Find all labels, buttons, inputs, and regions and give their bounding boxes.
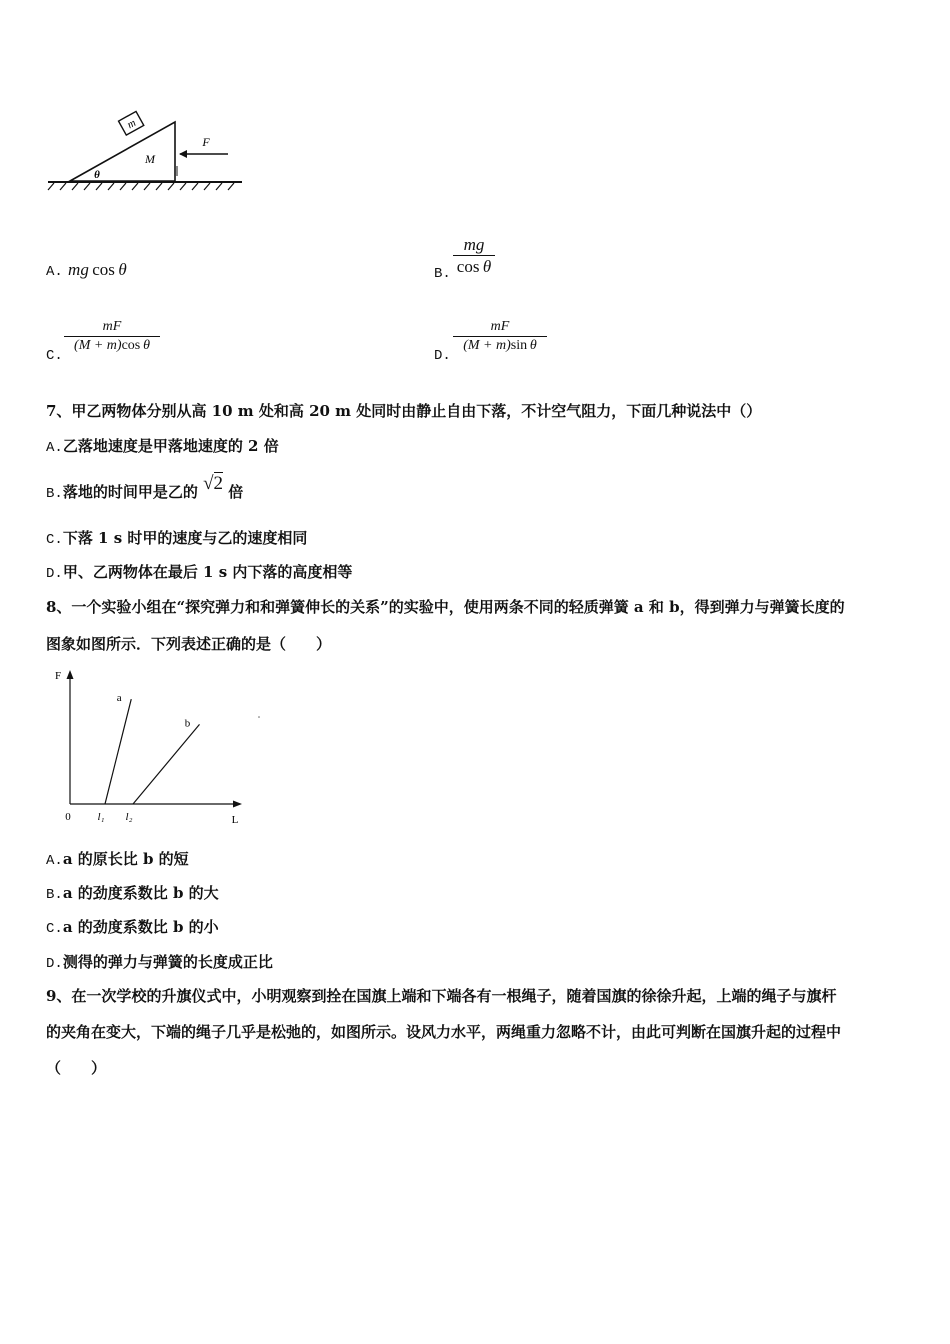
x-axis-arrow <box>233 801 242 808</box>
question-9-stem-2: 的夹角在变大，下端的绳子几乎是松弛的，如图所示。设风力水平，两绳重力忽略不计，由此可判断在国旗升起的过程中 <box>46 1023 842 1041</box>
x-tick-label: l₁ <box>97 811 105 823</box>
frac-numerator: mF <box>490 319 510 334</box>
option-8c: C.a 的劲度系数比 b 的小 <box>46 918 219 937</box>
question-9-stem-3: （ ） <box>46 1059 107 1077</box>
question-7-stem: 7、甲乙两物体分别从高 10 m 处和高 20 m 处同时由静止自由下落，不计空气阻力，下面几种说法中（） <box>46 402 762 420</box>
option-text: 下落 1 s 时甲的速度与乙的速度相同 <box>62 529 308 547</box>
y-axis-label: F <box>54 670 62 682</box>
option-7b: B.落地的时间甲是乙的 √2 倍 <box>46 473 244 502</box>
series-label-a: a <box>116 692 122 705</box>
question-9-stem-1: 9、在一次学校的升旗仪式中，小明观察到拴在国旗上端和下端各有一根绳子，随着国旗的徐徐升起，上端的绳子与旗杆 <box>46 987 837 1005</box>
option-text: 甲、乙两物体在最后 1 s 内下落的高度相等 <box>62 563 353 581</box>
frac-numerator: mF <box>102 319 122 334</box>
incline-figure <box>40 110 250 200</box>
sqrt-2: √2 <box>203 473 223 494</box>
frac-denominator: (M + m)cos θ <box>74 338 150 353</box>
option-6d-fraction <box>453 318 547 355</box>
series-line-a <box>105 699 131 804</box>
option-7d: D.甲、乙两物体在最后 1 s 内下落的高度相等 <box>46 563 353 582</box>
frac-numerator: mg <box>463 235 485 254</box>
x-tick-label: l₂ <box>125 811 133 823</box>
option-6d-label: D. <box>434 348 451 364</box>
question-8-stem-1: 8、一个实验小组在“探究弹力和和弹簧伸长的关系”的实验中，使用两条不同的轻质弹簧 a 和 b，得到弹力与弹簧长度的 <box>46 598 845 616</box>
option-6c-label: C. <box>46 348 63 364</box>
option-text: 测得的弹力与弹簧的长度成正比 <box>62 953 273 971</box>
option-text: a 的原长比 b 的短 <box>62 850 189 868</box>
mass-big-label: M <box>145 152 155 166</box>
force-label: F <box>202 135 210 149</box>
option-7a: A.乙落地速度是甲落地速度的 2 倍 <box>46 437 279 456</box>
option-text-after: 倍 <box>228 483 244 501</box>
option-7c: C.下落 1 s 时甲的速度与乙的速度相同 <box>46 529 308 548</box>
option-text: 落地的时间甲是乙的 <box>62 483 198 501</box>
math-var: mg <box>68 260 89 279</box>
question-8-stem-2: 图象如图所示．下列表述正确的是（ ） <box>46 635 332 653</box>
option-8b: B.a 的劲度系数比 b 的大 <box>46 884 219 903</box>
option-6b-label: B. <box>434 266 451 282</box>
option-8a: A.a 的原长比 b 的短 <box>46 850 189 869</box>
series-line-b <box>133 724 200 804</box>
frac-denominator: (M + m)sin θ <box>463 338 537 353</box>
option-6a <box>46 260 127 282</box>
option-text: a 的劲度系数比 b 的大 <box>62 884 219 902</box>
option-6c-fraction <box>64 318 160 355</box>
option-8d: D.测得的弹力与弹簧的长度成正比 <box>46 953 273 972</box>
origin-label: 0 <box>65 811 71 823</box>
mass-small-label: m <box>125 116 139 132</box>
math-fn: cos <box>92 260 115 279</box>
series-label-b: b <box>184 717 191 730</box>
y-axis-arrow <box>67 670 74 679</box>
option-text: 乙落地速度是甲落地速度的 2 倍 <box>62 437 279 455</box>
option-text: a 的劲度系数比 b 的小 <box>62 918 219 936</box>
x-axis-label: L <box>231 814 239 826</box>
option-6b-fraction <box>453 234 495 277</box>
frac-denominator: cos θ <box>456 257 492 276</box>
spring-chart <box>46 664 266 834</box>
option-label: A. <box>46 264 63 280</box>
math-sym: θ <box>118 260 127 279</box>
angle-label: θ <box>94 169 100 181</box>
